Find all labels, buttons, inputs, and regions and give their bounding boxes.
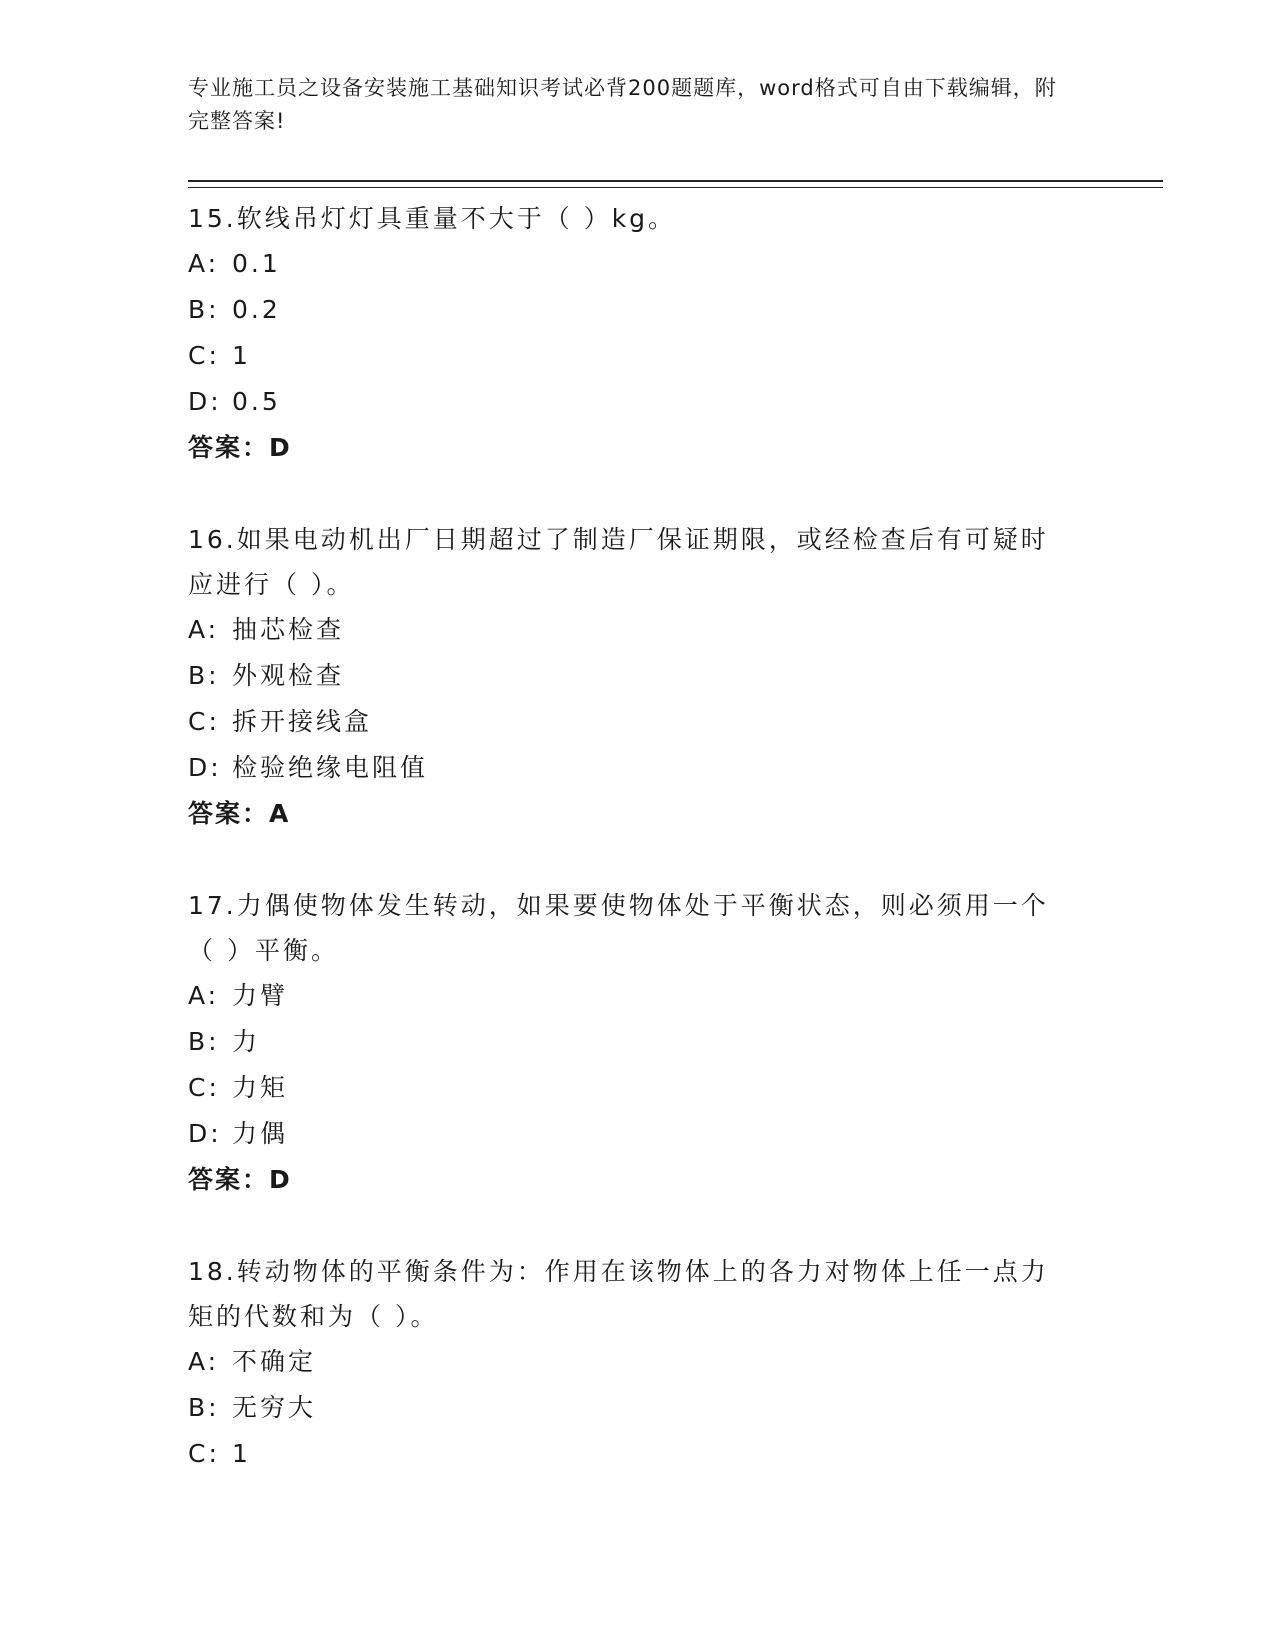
- document-page: [188, 72, 1163, 1477]
- question-18: [188, 1249, 1163, 1477]
- option-text: 力偶: [232, 1119, 289, 1148]
- question-stem: 17.力偶使物体发生转动，如果要使物体处于平衡状态，则必须用一个（ ）平衡。: [188, 891, 1049, 965]
- question-stem: 15.软线吊灯灯具重量不大于（ ）kg。: [188, 204, 677, 233]
- option-b: [188, 287, 1163, 333]
- option-text: 0.2: [232, 295, 281, 324]
- option-text: 力: [232, 1027, 261, 1056]
- option-text: 1: [232, 1439, 251, 1468]
- option-text: 外观检查: [232, 661, 345, 690]
- option-text: 1: [232, 341, 251, 370]
- option-c: [188, 1065, 1163, 1111]
- option-key: D:: [188, 387, 222, 416]
- option-key: B:: [188, 295, 220, 324]
- option-key: C:: [188, 1073, 220, 1102]
- option-text: 抽芯检查: [232, 615, 345, 644]
- option-key: A:: [188, 249, 220, 278]
- option-key: A:: [188, 981, 220, 1010]
- option-b: [188, 1385, 1163, 1431]
- option-key: D:: [188, 753, 222, 782]
- option-d: [188, 379, 1163, 425]
- option-text: 0.5: [232, 387, 281, 416]
- document-header: 专业施工员之设备安装施工基础知识考试必背200题题库，word格式可自由下载编辑，附完整答案!: [188, 76, 1057, 133]
- answer-line: 答案：D: [188, 433, 292, 462]
- question-16: [188, 517, 1163, 837]
- option-a: [188, 973, 1163, 1019]
- question-stem: 18.转动物体的平衡条件为：作用在该物体上的各力对物体上任一点力矩的代数和为（ ）。: [188, 1257, 1049, 1331]
- option-text: 0.1: [232, 249, 281, 278]
- option-key: D:: [188, 1119, 222, 1148]
- option-key: A:: [188, 1347, 220, 1376]
- option-key: B:: [188, 661, 220, 690]
- option-a: [188, 1339, 1163, 1385]
- option-text: 力矩: [232, 1073, 289, 1102]
- question-15: [188, 196, 1163, 471]
- header-divider: [188, 180, 1163, 188]
- answer-line: 答案：D: [188, 1165, 292, 1194]
- question-17: [188, 883, 1163, 1203]
- option-c: [188, 1431, 1163, 1477]
- option-text: 不确定: [232, 1347, 317, 1376]
- option-text: 检验绝缘电阻值: [232, 753, 429, 782]
- option-key: B:: [188, 1393, 220, 1422]
- option-text: 拆开接线盒: [232, 707, 373, 736]
- option-text: 力臂: [232, 981, 289, 1010]
- option-a: [188, 607, 1163, 653]
- option-text: 无穷大: [232, 1393, 317, 1422]
- option-key: C:: [188, 341, 220, 370]
- question-stem: 16.如果电动机出厂日期超过了制造厂保证期限，或经检查后有可疑时应进行（ ）。: [188, 525, 1049, 599]
- answer-line: 答案：A: [188, 799, 291, 828]
- option-a: [188, 241, 1163, 287]
- option-key: A:: [188, 615, 220, 644]
- option-c: [188, 699, 1163, 745]
- option-key: C:: [188, 1439, 220, 1468]
- option-key: B:: [188, 1027, 220, 1056]
- option-c: [188, 333, 1163, 379]
- option-b: [188, 653, 1163, 699]
- option-d: [188, 745, 1163, 791]
- option-d: [188, 1111, 1163, 1157]
- option-key: C:: [188, 707, 220, 736]
- option-b: [188, 1019, 1163, 1065]
